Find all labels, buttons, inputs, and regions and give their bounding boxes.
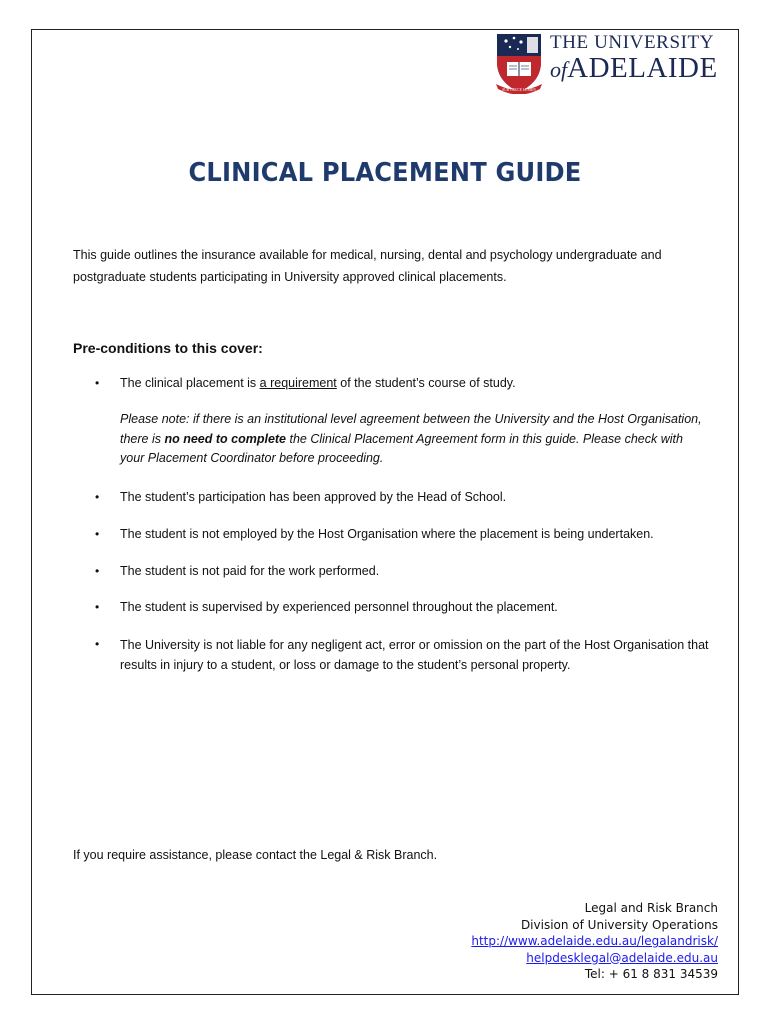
list-item [73,598,713,617]
bullet-icon: • [95,600,100,614]
list-item [73,374,713,393]
logo-text-of: of [550,57,568,82]
intro-paragraph: This guide outlines the insurance available for medical, nursing, dental and psychology undergraduate and postgraduate students participating in University approved clinical placements. [73,248,662,284]
bullet-icon: • [95,376,100,390]
list-item-text: The student is supervised by experienced personnel throughout the placement. [120,600,558,614]
contact-division: Division of University Operations [520,917,718,932]
university-logo [494,32,718,102]
bullet-icon: • [95,490,100,504]
list-item-text: The student is not employed by the Host Organisation where the placement is being undertaken. [120,527,654,541]
list-item [73,562,713,581]
placement-note: Please note: if there is an institutional level agreement between the University and the Host Organisation, there is no need to complete the Clinical Placement Agreement form in this guide. Please check with your Placement Coordinator before proceeding. [120,412,702,465]
logo-text-of-adelaide [550,52,718,85]
list-item [73,488,713,507]
bullet-icon: • [95,527,100,541]
contact-block [471,900,718,983]
page-title: CLINICAL PLACEMENT GUIDE [188,158,582,188]
contact-branch: Legal and Risk Branch [584,901,718,915]
list-item-text: The clinical placement is a requirement of the student’s course of study. [120,376,516,390]
bold-text: no need to complete [164,431,287,446]
list-item [73,635,713,675]
list-item-text: The University is not liable for any negligent act, error or omission on the part of the Host Organisation that results in injury to a student, or loss or damage to the student’s personal property. [120,638,709,672]
logo-text-the-university: THE UNIVERSITY [550,32,715,53]
logo-text-adelaide: ADELAIDE [567,52,718,84]
list-item-text: The student is not paid for the work performed. [120,564,380,578]
bullet-icon: • [95,637,100,651]
helpdesk-email-link[interactable]: helpdesklegal@adelaide.edu.au [526,950,718,965]
bullet-icon: • [95,564,100,578]
underlined-text: a requirement [259,376,337,390]
legal-risk-website-link[interactable]: http://www.adelaide.edu.au/legalandrisk/ [471,934,718,948]
university-crest-icon [494,32,544,94]
list-item [73,525,713,544]
document-page [31,29,739,995]
list-item-text: The student’s participation has been approved by the Head of School. [120,490,507,504]
contact-phone: Tel: + 61 8 831 34539 [584,967,718,981]
svg-text:SUB CRUCE LUMEN: SUB CRUCE LUMEN [502,88,536,92]
assistance-text: If you require assistance, please contact the Legal & Risk Branch. [73,848,438,862]
preconditions-heading: Pre-conditions to this cover: [73,340,263,356]
